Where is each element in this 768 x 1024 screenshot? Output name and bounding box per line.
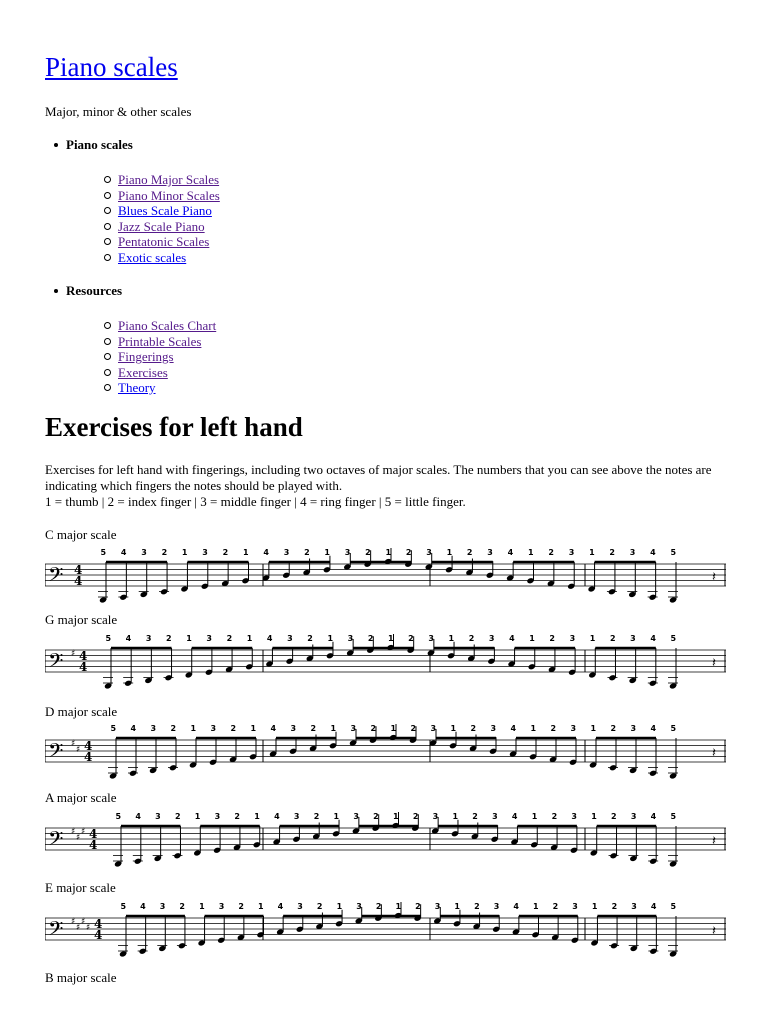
list-item bbox=[118, 188, 220, 204]
list-item bbox=[118, 234, 220, 250]
finger-number: 3 bbox=[290, 724, 297, 733]
finger-number: 1 bbox=[528, 548, 534, 557]
sharp-icon: ♯ bbox=[71, 649, 76, 659]
list-item bbox=[118, 219, 220, 235]
list-item bbox=[118, 349, 216, 365]
finger-number: 3 bbox=[350, 724, 357, 733]
sharp-icon: ♯ bbox=[86, 923, 91, 933]
link-piano-scales-chart[interactable]: Piano Scales Chart bbox=[118, 318, 217, 333]
finger-number: 1 bbox=[390, 724, 397, 733]
article-heading: Exercises for left hand bbox=[45, 412, 303, 442]
finger-number: 3 bbox=[568, 548, 575, 557]
finger-number: 2 bbox=[405, 548, 412, 557]
time-signature-top: 4 bbox=[84, 739, 93, 753]
finger-number: 1 bbox=[333, 812, 340, 821]
list-item bbox=[118, 203, 220, 219]
finger-number: 3 bbox=[347, 634, 354, 643]
finger-number: 5 bbox=[670, 634, 677, 643]
finger-number: 1 bbox=[190, 724, 197, 733]
finger-number: 1 bbox=[254, 812, 260, 821]
finger-number: 2 bbox=[222, 548, 229, 557]
finger-number: 2 bbox=[179, 902, 186, 911]
music-staff bbox=[45, 724, 730, 790]
finger-number: 5 bbox=[670, 724, 677, 733]
finger-number: 2 bbox=[551, 812, 558, 821]
finger-number: 1 bbox=[454, 902, 461, 911]
nav-section-resources: Resources bbox=[66, 283, 123, 298]
finger-number: 2 bbox=[161, 548, 168, 557]
finger-number: 3 bbox=[630, 812, 637, 821]
site-title-link[interactable]: Piano scales bbox=[45, 52, 178, 82]
sharp-icon: ♯ bbox=[76, 923, 81, 933]
finger-number: 3 bbox=[155, 812, 161, 821]
finger-number: 4 bbox=[650, 902, 657, 911]
finger-number: 2 bbox=[313, 812, 320, 821]
finger-number: 1 bbox=[327, 634, 334, 643]
finger-number: 4 bbox=[266, 634, 273, 643]
finger-number: 3 bbox=[145, 634, 152, 643]
finger-number: 1 bbox=[336, 902, 343, 911]
sharp-icon: ♯ bbox=[81, 917, 86, 927]
finger-number: 3 bbox=[570, 724, 577, 733]
time-signature-top: 4 bbox=[94, 917, 103, 931]
bass-clef-icon: 𝄢 bbox=[48, 917, 64, 945]
finger-number: 2 bbox=[166, 634, 172, 643]
finger-number: 2 bbox=[472, 812, 478, 821]
finger-number: 1 bbox=[246, 634, 253, 643]
finger-number: 3 bbox=[631, 902, 637, 911]
link-printable-scales[interactable]: Printable Scales bbox=[118, 333, 202, 349]
finger-number: 3 bbox=[353, 812, 359, 821]
finger-number: 2 bbox=[234, 812, 241, 821]
finger-number: 1 bbox=[393, 812, 399, 821]
finger-number: 3 bbox=[629, 548, 636, 557]
finger-number: 3 bbox=[159, 902, 166, 911]
finger-number: 1 bbox=[533, 902, 539, 911]
finger-number: 2 bbox=[470, 724, 477, 733]
finger-number: 3 bbox=[218, 902, 225, 911]
finger-number: 2 bbox=[474, 902, 480, 911]
finger-number: 5 bbox=[670, 902, 677, 911]
sharp-icon: ♯ bbox=[76, 745, 81, 755]
finger-number: 2 bbox=[610, 724, 617, 733]
bass-clef-icon: 𝄢 bbox=[48, 827, 64, 855]
nav-section-piano-scales: Piano scales bbox=[66, 137, 133, 152]
finger-number: 5 bbox=[100, 548, 107, 557]
finger-number: 1 bbox=[324, 548, 331, 557]
finger-number: 2 bbox=[170, 724, 177, 733]
finger-number: 2 bbox=[549, 634, 556, 643]
piano-scales-list bbox=[118, 172, 220, 265]
finger-number: 3 bbox=[297, 902, 303, 911]
finger-number: 2 bbox=[304, 548, 310, 557]
finger-number: 1 bbox=[385, 548, 392, 557]
finger-number: 2 bbox=[611, 812, 617, 821]
list-item bbox=[118, 365, 216, 381]
finger-number: 3 bbox=[356, 902, 362, 911]
finger-number: 3 bbox=[487, 548, 493, 557]
finger-number: 3 bbox=[293, 812, 300, 821]
finger-number: 3 bbox=[493, 902, 500, 911]
link-piano-minor-scales[interactable]: Piano Minor Scales bbox=[118, 187, 220, 203]
finger-number: 3 bbox=[202, 548, 208, 557]
finger-number: 1 bbox=[446, 548, 453, 557]
music-staff bbox=[45, 812, 730, 878]
finger-number: 4 bbox=[650, 724, 657, 733]
finger-number: 1 bbox=[250, 724, 257, 733]
finger-number: 1 bbox=[258, 902, 264, 911]
finger-number: 3 bbox=[141, 548, 147, 557]
sharp-icon: ♯ bbox=[81, 827, 86, 837]
finger-number: 1 bbox=[529, 634, 535, 643]
finger-number: 4 bbox=[263, 548, 269, 557]
finger-number: 2 bbox=[367, 634, 374, 643]
finger-number: 4 bbox=[513, 902, 519, 911]
finger-number: 2 bbox=[410, 724, 417, 733]
finger-number: 5 bbox=[105, 634, 112, 643]
finger-number: 2 bbox=[552, 902, 559, 911]
finger-number: 4 bbox=[120, 548, 127, 557]
quarter-rest-icon: 𝄽 bbox=[712, 570, 716, 585]
link-piano-major-scales[interactable]: Piano Major Scales bbox=[118, 172, 220, 187]
time-signature-top: 4 bbox=[74, 563, 83, 577]
link-exercises[interactable]: Exercises bbox=[118, 364, 168, 380]
finger-number: 4 bbox=[650, 634, 656, 643]
intro-text: Exercises for left hand with fingerings, including two octaves of major scales. The numbers that you can see above the notes are indicating which fingers the notes should be played with. bbox=[45, 462, 712, 493]
finger-number: 3 bbox=[426, 548, 432, 557]
tagline: Major, minor & other scales bbox=[45, 104, 192, 119]
finger-number: 3 bbox=[434, 902, 441, 911]
finger-number: 3 bbox=[630, 634, 636, 643]
finger-number: 3 bbox=[488, 634, 495, 643]
finger-number: 4 bbox=[650, 548, 656, 557]
finger-number: 4 bbox=[507, 548, 514, 557]
quarter-rest-icon: 𝄽 bbox=[712, 924, 716, 939]
finger-number: 2 bbox=[230, 724, 237, 733]
finger-number: 1 bbox=[591, 902, 598, 911]
finger-number: 2 bbox=[611, 902, 618, 911]
finger-number: 5 bbox=[110, 724, 117, 733]
finger-number: 4 bbox=[274, 812, 280, 821]
sharp-icon: ♯ bbox=[71, 827, 76, 837]
finger-number: 2 bbox=[408, 634, 414, 643]
list-item bbox=[118, 172, 220, 188]
finger-number: 1 bbox=[243, 548, 249, 557]
bass-clef-icon: 𝄢 bbox=[48, 563, 64, 591]
finger-number: 2 bbox=[466, 548, 473, 557]
finger-number: 4 bbox=[510, 724, 517, 733]
finger-number: 2 bbox=[174, 812, 181, 821]
finger-number: 5 bbox=[670, 812, 677, 821]
finger-number: 2 bbox=[365, 548, 371, 557]
finger-number: 3 bbox=[428, 634, 434, 643]
finger-number: 3 bbox=[571, 812, 577, 821]
list-item bbox=[118, 250, 220, 266]
sharp-icon: ♯ bbox=[71, 917, 76, 927]
scale-label: B major scale bbox=[45, 970, 117, 985]
finger-number: 4 bbox=[277, 902, 284, 911]
finger-number: 4 bbox=[509, 634, 515, 643]
scale-label: E major scale bbox=[45, 880, 116, 895]
music-staff bbox=[45, 548, 730, 614]
finger-number: 3 bbox=[210, 724, 217, 733]
resources-list bbox=[118, 318, 216, 396]
finger-number: 3 bbox=[569, 634, 576, 643]
finger-number: 2 bbox=[468, 634, 475, 643]
time-signature-bottom: 4 bbox=[84, 750, 93, 764]
finger-number: 1 bbox=[590, 724, 597, 733]
time-signature-top: 4 bbox=[79, 649, 88, 663]
finger-number: 3 bbox=[432, 812, 439, 821]
finger-legend: 1 = thumb | 2 = index finger | 3 = middle finger | 4 = ring finger | 5 = little finger. bbox=[45, 494, 466, 509]
link-jazz-scale-piano[interactable]: Jazz Scale Piano bbox=[118, 218, 205, 234]
finger-number: 1 bbox=[395, 902, 402, 911]
finger-number: 4 bbox=[140, 902, 146, 911]
bass-clef-icon: 𝄢 bbox=[48, 739, 64, 767]
finger-number: 3 bbox=[430, 724, 437, 733]
finger-number: 3 bbox=[150, 724, 157, 733]
finger-number: 3 bbox=[344, 548, 351, 557]
finger-number: 2 bbox=[375, 902, 382, 911]
finger-number: 1 bbox=[589, 548, 595, 557]
finger-number: 2 bbox=[550, 724, 557, 733]
finger-number: 5 bbox=[670, 548, 677, 557]
finger-number: 2 bbox=[609, 548, 616, 557]
finger-number: 3 bbox=[630, 724, 637, 733]
finger-number: 2 bbox=[373, 812, 379, 821]
finger-number: 1 bbox=[589, 634, 596, 643]
finger-number: 1 bbox=[181, 548, 188, 557]
finger-number: 2 bbox=[415, 902, 421, 911]
link-exotic-scales[interactable]: Exotic scales bbox=[118, 249, 187, 265]
music-staff bbox=[45, 902, 730, 968]
finger-number: 1 bbox=[199, 902, 205, 911]
finger-number: 4 bbox=[130, 724, 137, 733]
finger-number: 1 bbox=[448, 634, 455, 643]
finger-number: 3 bbox=[206, 634, 212, 643]
finger-number: 5 bbox=[115, 812, 122, 821]
scale-label: C major scale bbox=[45, 527, 117, 542]
finger-number: 1 bbox=[531, 812, 538, 821]
article-intro bbox=[45, 462, 735, 510]
link-pentatonic-scales[interactable]: Pentatonic Scales bbox=[118, 234, 210, 249]
finger-number: 1 bbox=[450, 724, 457, 733]
finger-number: 4 bbox=[650, 812, 657, 821]
finger-number: 2 bbox=[238, 902, 244, 911]
finger-number: 2 bbox=[370, 724, 377, 733]
list-item bbox=[118, 380, 216, 396]
link-theory[interactable]: Theory bbox=[118, 380, 156, 395]
finger-number: 1 bbox=[330, 724, 337, 733]
finger-number: 1 bbox=[194, 812, 201, 821]
bass-clef-icon: 𝄢 bbox=[48, 649, 64, 677]
time-signature-bottom: 4 bbox=[89, 838, 98, 852]
finger-number: 1 bbox=[388, 634, 394, 643]
finger-number: 1 bbox=[186, 634, 192, 643]
site-title bbox=[45, 52, 178, 83]
quarter-rest-icon: 𝄽 bbox=[712, 834, 716, 849]
finger-number: 4 bbox=[135, 812, 141, 821]
finger-number: 3 bbox=[492, 812, 498, 821]
finger-number: 1 bbox=[591, 812, 597, 821]
finger-number: 2 bbox=[226, 634, 233, 643]
finger-number: 3 bbox=[283, 548, 290, 557]
finger-number: 2 bbox=[316, 902, 323, 911]
finger-number: 2 bbox=[412, 812, 419, 821]
finger-number: 4 bbox=[125, 634, 132, 643]
scale-label: D major scale bbox=[45, 704, 118, 719]
list-item bbox=[118, 334, 216, 350]
quarter-rest-icon: 𝄽 bbox=[712, 656, 716, 671]
link-blues-scale-piano[interactable]: Blues Scale Piano bbox=[118, 203, 212, 218]
finger-number: 2 bbox=[310, 724, 317, 733]
time-signature-bottom: 4 bbox=[79, 660, 88, 674]
list-item bbox=[118, 318, 216, 334]
finger-number: 4 bbox=[511, 812, 518, 821]
sharp-icon: ♯ bbox=[71, 739, 76, 749]
link-fingerings[interactable]: Fingerings bbox=[118, 349, 174, 364]
finger-number: 3 bbox=[490, 724, 497, 733]
finger-number: 1 bbox=[452, 812, 459, 821]
finger-number: 3 bbox=[572, 902, 578, 911]
finger-number: 2 bbox=[609, 634, 616, 643]
quarter-rest-icon: 𝄽 bbox=[712, 746, 716, 761]
time-signature-bottom: 4 bbox=[74, 574, 83, 588]
finger-number: 2 bbox=[548, 548, 554, 557]
finger-number: 5 bbox=[120, 902, 127, 911]
time-signature-bottom: 4 bbox=[94, 928, 103, 942]
music-staff bbox=[45, 634, 730, 700]
finger-number: 3 bbox=[214, 812, 221, 821]
time-signature-top: 4 bbox=[89, 827, 98, 841]
finger-number: 4 bbox=[270, 724, 277, 733]
finger-number: 3 bbox=[287, 634, 293, 643]
scale-label: A major scale bbox=[45, 790, 117, 805]
sharp-icon: ♯ bbox=[76, 833, 81, 843]
scale-label: G major scale bbox=[45, 612, 118, 627]
finger-number: 1 bbox=[530, 724, 537, 733]
finger-number: 2 bbox=[307, 634, 313, 643]
